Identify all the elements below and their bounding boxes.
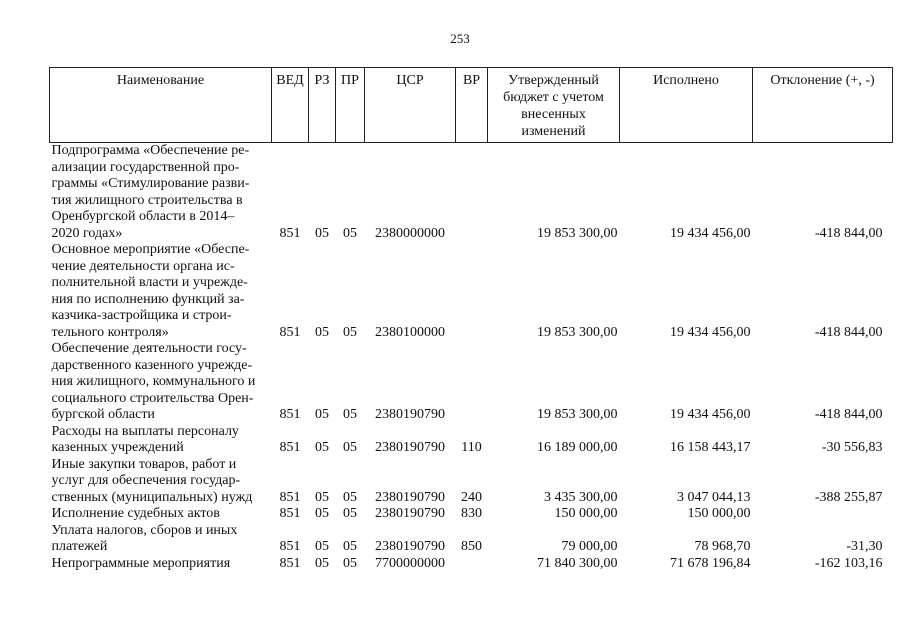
cell-ved: 851	[279, 489, 301, 505]
table-row	[50, 556, 893, 573]
cell-ved: 851	[279, 225, 301, 241]
cell-name: Обеспечение деятельности госу- дарственного казенного учрежде- ния жилищного, коммунального и социального строительства Орен- бургской области	[51, 341, 256, 422]
cell-ved: 851	[279, 407, 301, 422]
cell-ved: 851	[279, 506, 301, 521]
cell-approved: 19 853 300,00	[537, 225, 618, 241]
cell-name: Исполнение судебных актов	[51, 506, 220, 521]
header-rz: РЗ	[309, 68, 336, 143]
cell-deviation: -30 556,83	[821, 440, 883, 455]
cell-csr: 2380100000	[375, 324, 445, 340]
cell-deviation: -418 844,00	[814, 407, 883, 422]
cell-csr: 2380190790	[375, 489, 445, 505]
cell-executed: 78 968,70	[694, 539, 751, 554]
table-row	[50, 424, 893, 457]
cell-rz: 05	[315, 407, 329, 422]
cell-vr: 830	[461, 506, 482, 521]
cell-approved: 19 853 300,00	[537, 407, 618, 422]
cell-ved: 851	[279, 555, 301, 571]
cell-vr	[456, 341, 488, 424]
cell-csr: 2380190790	[375, 407, 445, 422]
table-row	[50, 506, 893, 523]
cell-pr: 05	[343, 489, 357, 505]
cell-deviation: -162 103,16	[814, 555, 883, 571]
cell-vr: 850	[461, 539, 482, 554]
table-row	[50, 341, 893, 424]
table-row	[50, 523, 893, 556]
cell-rz: 05	[315, 489, 329, 505]
cell-ved: 851	[279, 539, 301, 554]
cell-executed: 3 047 044,13	[677, 489, 751, 505]
header-approved: Утвержденный бюджет с учетом внесенных изменений	[488, 68, 620, 143]
table-row	[50, 457, 893, 507]
cell-vr	[456, 556, 488, 573]
cell-approved: 3 435 300,00	[544, 489, 618, 505]
header-executed: Исполнено	[620, 68, 753, 143]
cell-rz: 05	[315, 440, 329, 455]
header-name: Наименование	[50, 68, 272, 143]
cell-vr	[456, 242, 488, 341]
cell-deviation: -418 844,00	[814, 225, 883, 241]
cell-csr: 7700000000	[375, 555, 445, 571]
cell-name: Непрограммные мероприятия	[51, 555, 231, 571]
cell-csr: 2380190790	[375, 539, 445, 554]
cell-rz: 05	[315, 324, 329, 340]
header-vr: ВР	[456, 68, 488, 143]
cell-executed: 19 434 456,00	[670, 407, 751, 422]
cell-pr: 05	[343, 225, 357, 241]
cell-executed: 16 158 443,17	[670, 440, 751, 455]
cell-deviation: -418 844,00	[814, 324, 883, 340]
cell-pr: 05	[343, 539, 357, 554]
cell-name: Расходы на выплаты персоналу казенных учреждений	[51, 423, 239, 455]
cell-approved: 71 840 300,00	[537, 555, 618, 571]
header-pr: ПР	[336, 68, 365, 143]
cell-csr: 2380190790	[375, 506, 445, 521]
cell-rz: 05	[315, 506, 329, 521]
cell-name: Уплата налогов, сборов и иных платежей	[51, 522, 238, 554]
table-row	[50, 143, 893, 243]
cell-vr	[456, 143, 488, 243]
cell-deviation	[753, 506, 893, 523]
table-row	[50, 242, 893, 341]
cell-name: Основное мероприятие «Обеспе- чение деятельности органа ис- полнительной власти и учрежде- ния по исполнению функций за- казчика-застройщика и строи- тельного контроля»	[51, 242, 250, 340]
cell-approved: 150 000,00	[554, 506, 618, 521]
cell-executed: 150 000,00	[687, 506, 751, 521]
cell-approved: 79 000,00	[561, 539, 618, 554]
cell-ved: 851	[279, 440, 301, 455]
cell-vr: 240	[461, 489, 482, 505]
header-ved: ВЕД	[272, 68, 309, 143]
cell-executed: 71 678 196,84	[670, 555, 751, 571]
cell-pr: 05	[343, 324, 357, 340]
cell-approved: 19 853 300,00	[537, 324, 618, 340]
cell-pr: 05	[343, 407, 357, 422]
table-header-row	[50, 68, 893, 143]
cell-pr: 05	[343, 506, 357, 521]
cell-rz: 05	[315, 555, 329, 571]
cell-ved: 851	[279, 324, 301, 340]
cell-executed: 19 434 456,00	[670, 324, 751, 340]
budget-table-body	[50, 143, 893, 573]
cell-name: Подпрограмма «Обеспечение ре- ализации государственной про- граммы «Стимулирование разви- тия жилищного строительства в Оренбургской области в 2014– 2020 годах»	[51, 143, 250, 241]
cell-executed: 19 434 456,00	[670, 225, 751, 241]
cell-csr: 2380000000	[375, 225, 445, 241]
cell-pr: 05	[343, 555, 357, 571]
cell-approved: 16 189 000,00	[537, 440, 618, 455]
header-deviation: Отклонение (+, -)	[753, 68, 893, 143]
cell-name: Иные закупки товаров, работ и услуг для обеспечения государ- ственных (муниципальных) нужд	[51, 456, 253, 505]
header-csr: ЦСР	[365, 68, 456, 143]
cell-deviation: -388 255,87	[814, 489, 883, 505]
cell-pr: 05	[343, 440, 357, 455]
budget-table	[49, 67, 893, 572]
cell-rz: 05	[315, 225, 329, 241]
cell-rz: 05	[315, 539, 329, 554]
page-number: 253	[450, 31, 470, 46]
cell-deviation: -31,30	[846, 539, 883, 554]
cell-vr: 110	[461, 440, 482, 455]
cell-csr: 2380190790	[375, 440, 445, 455]
